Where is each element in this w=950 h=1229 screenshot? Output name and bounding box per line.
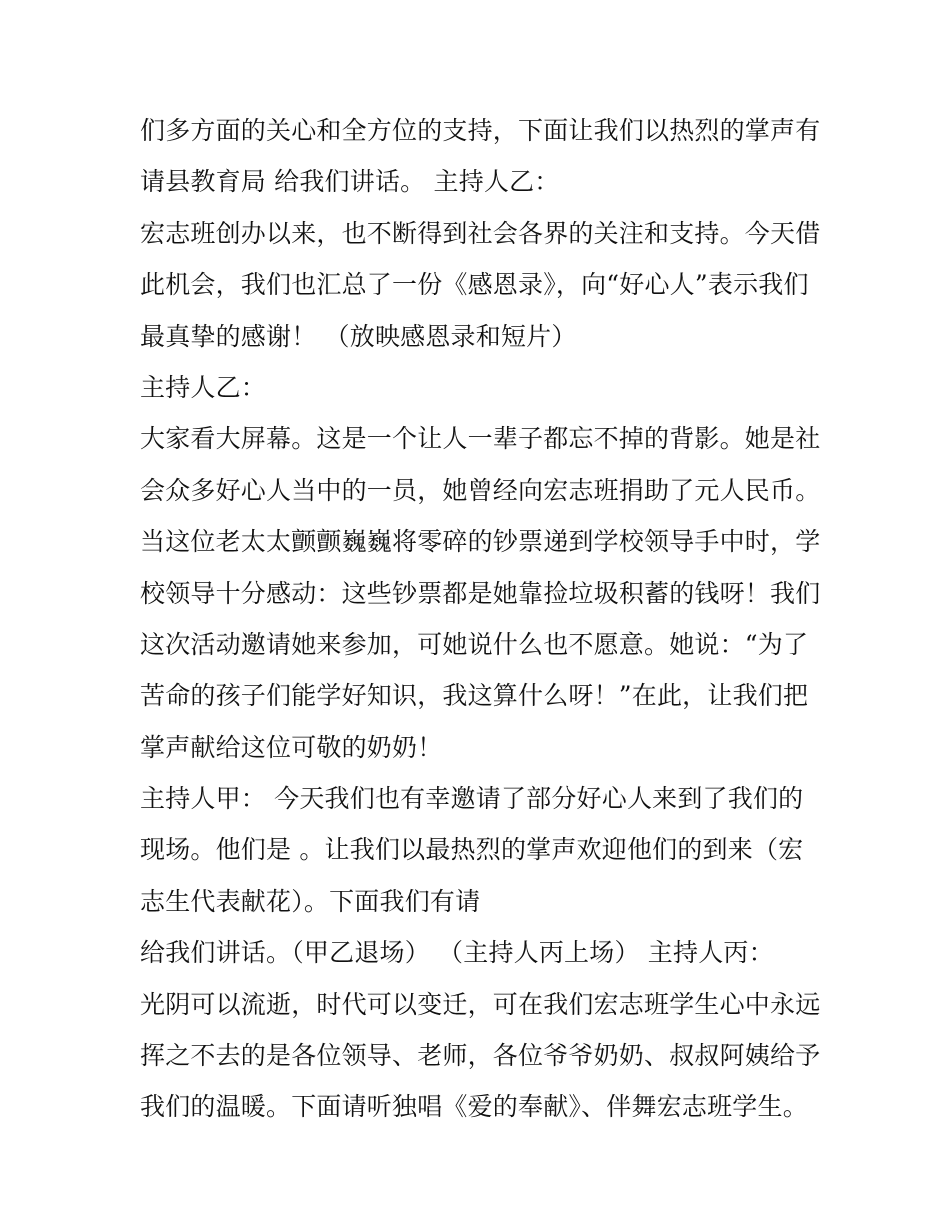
text-line: 会众多好心人当中的一员，她曾经向宏志班捐助了元人民币。 — [140, 475, 821, 505]
text-line: 当这位老太太颤颤巍巍将零碎的钞票递到学校领导手中时，学 — [140, 527, 821, 557]
text-line: 这次活动邀请她来参加，可她说什么也不愿意。她说：“为了 — [140, 629, 809, 659]
text-line: 校领导十分感动：这些钞票都是她靠捡垃圾积蓄的钱呀！我们 — [140, 578, 821, 608]
text-line: 最真挚的感谢！ （放映感恩录和短片） — [140, 321, 577, 351]
document-body — [140, 105, 820, 1133]
text-line: 此机会，我们也汇总了一份《感恩录》，向“好心人”表示我们 — [140, 270, 809, 300]
text-line: 光阴可以流逝，时代可以变迁，可在我们宏志班学生心中永远 — [140, 989, 821, 1019]
text-line: 挥之不去的是各位领导、老师，各位爷爷奶奶、叔叔阿姨给予 — [140, 1041, 821, 1071]
text-line: 现场。他们是 。让我们以最热烈的掌声欢迎他们的到来（宏 — [140, 835, 804, 865]
text-line: 请县教育局 给我们讲话。 主持人乙： — [140, 167, 560, 197]
text-line: 宏志班创办以来，也不断得到社会各界的关注和支持。今天借 — [140, 218, 821, 248]
text-line: 们多方面的关心和全方位的支持，下面让我们以热烈的掌声有 — [140, 116, 821, 145]
text-line: 志生代表献花）。下面我们有请 — [140, 886, 481, 916]
text-line: 主持人乙： — [140, 372, 267, 402]
text-line: 大家看大屏幕。这是一个让人一辈子都忘不掉的背影。她是社 — [140, 424, 821, 454]
text-line: 我们的温暖。下面请听独唱《爱的奉献》、伴舞宏志班学生。 — [140, 1092, 808, 1122]
text-line: 主持人甲： 今天我们也有幸邀请了部分好心人来到了我们的 — [140, 784, 804, 814]
text-line: 给我们讲话。（甲乙退场） （主持人丙上场） 主持人丙： — [140, 938, 774, 968]
text-line: 掌声献给这位可敬的奶奶！ — [140, 732, 443, 762]
text-line: 苦命的孩子们能学好知识，我这算什么呀！”在此，让我们把 — [140, 681, 809, 711]
